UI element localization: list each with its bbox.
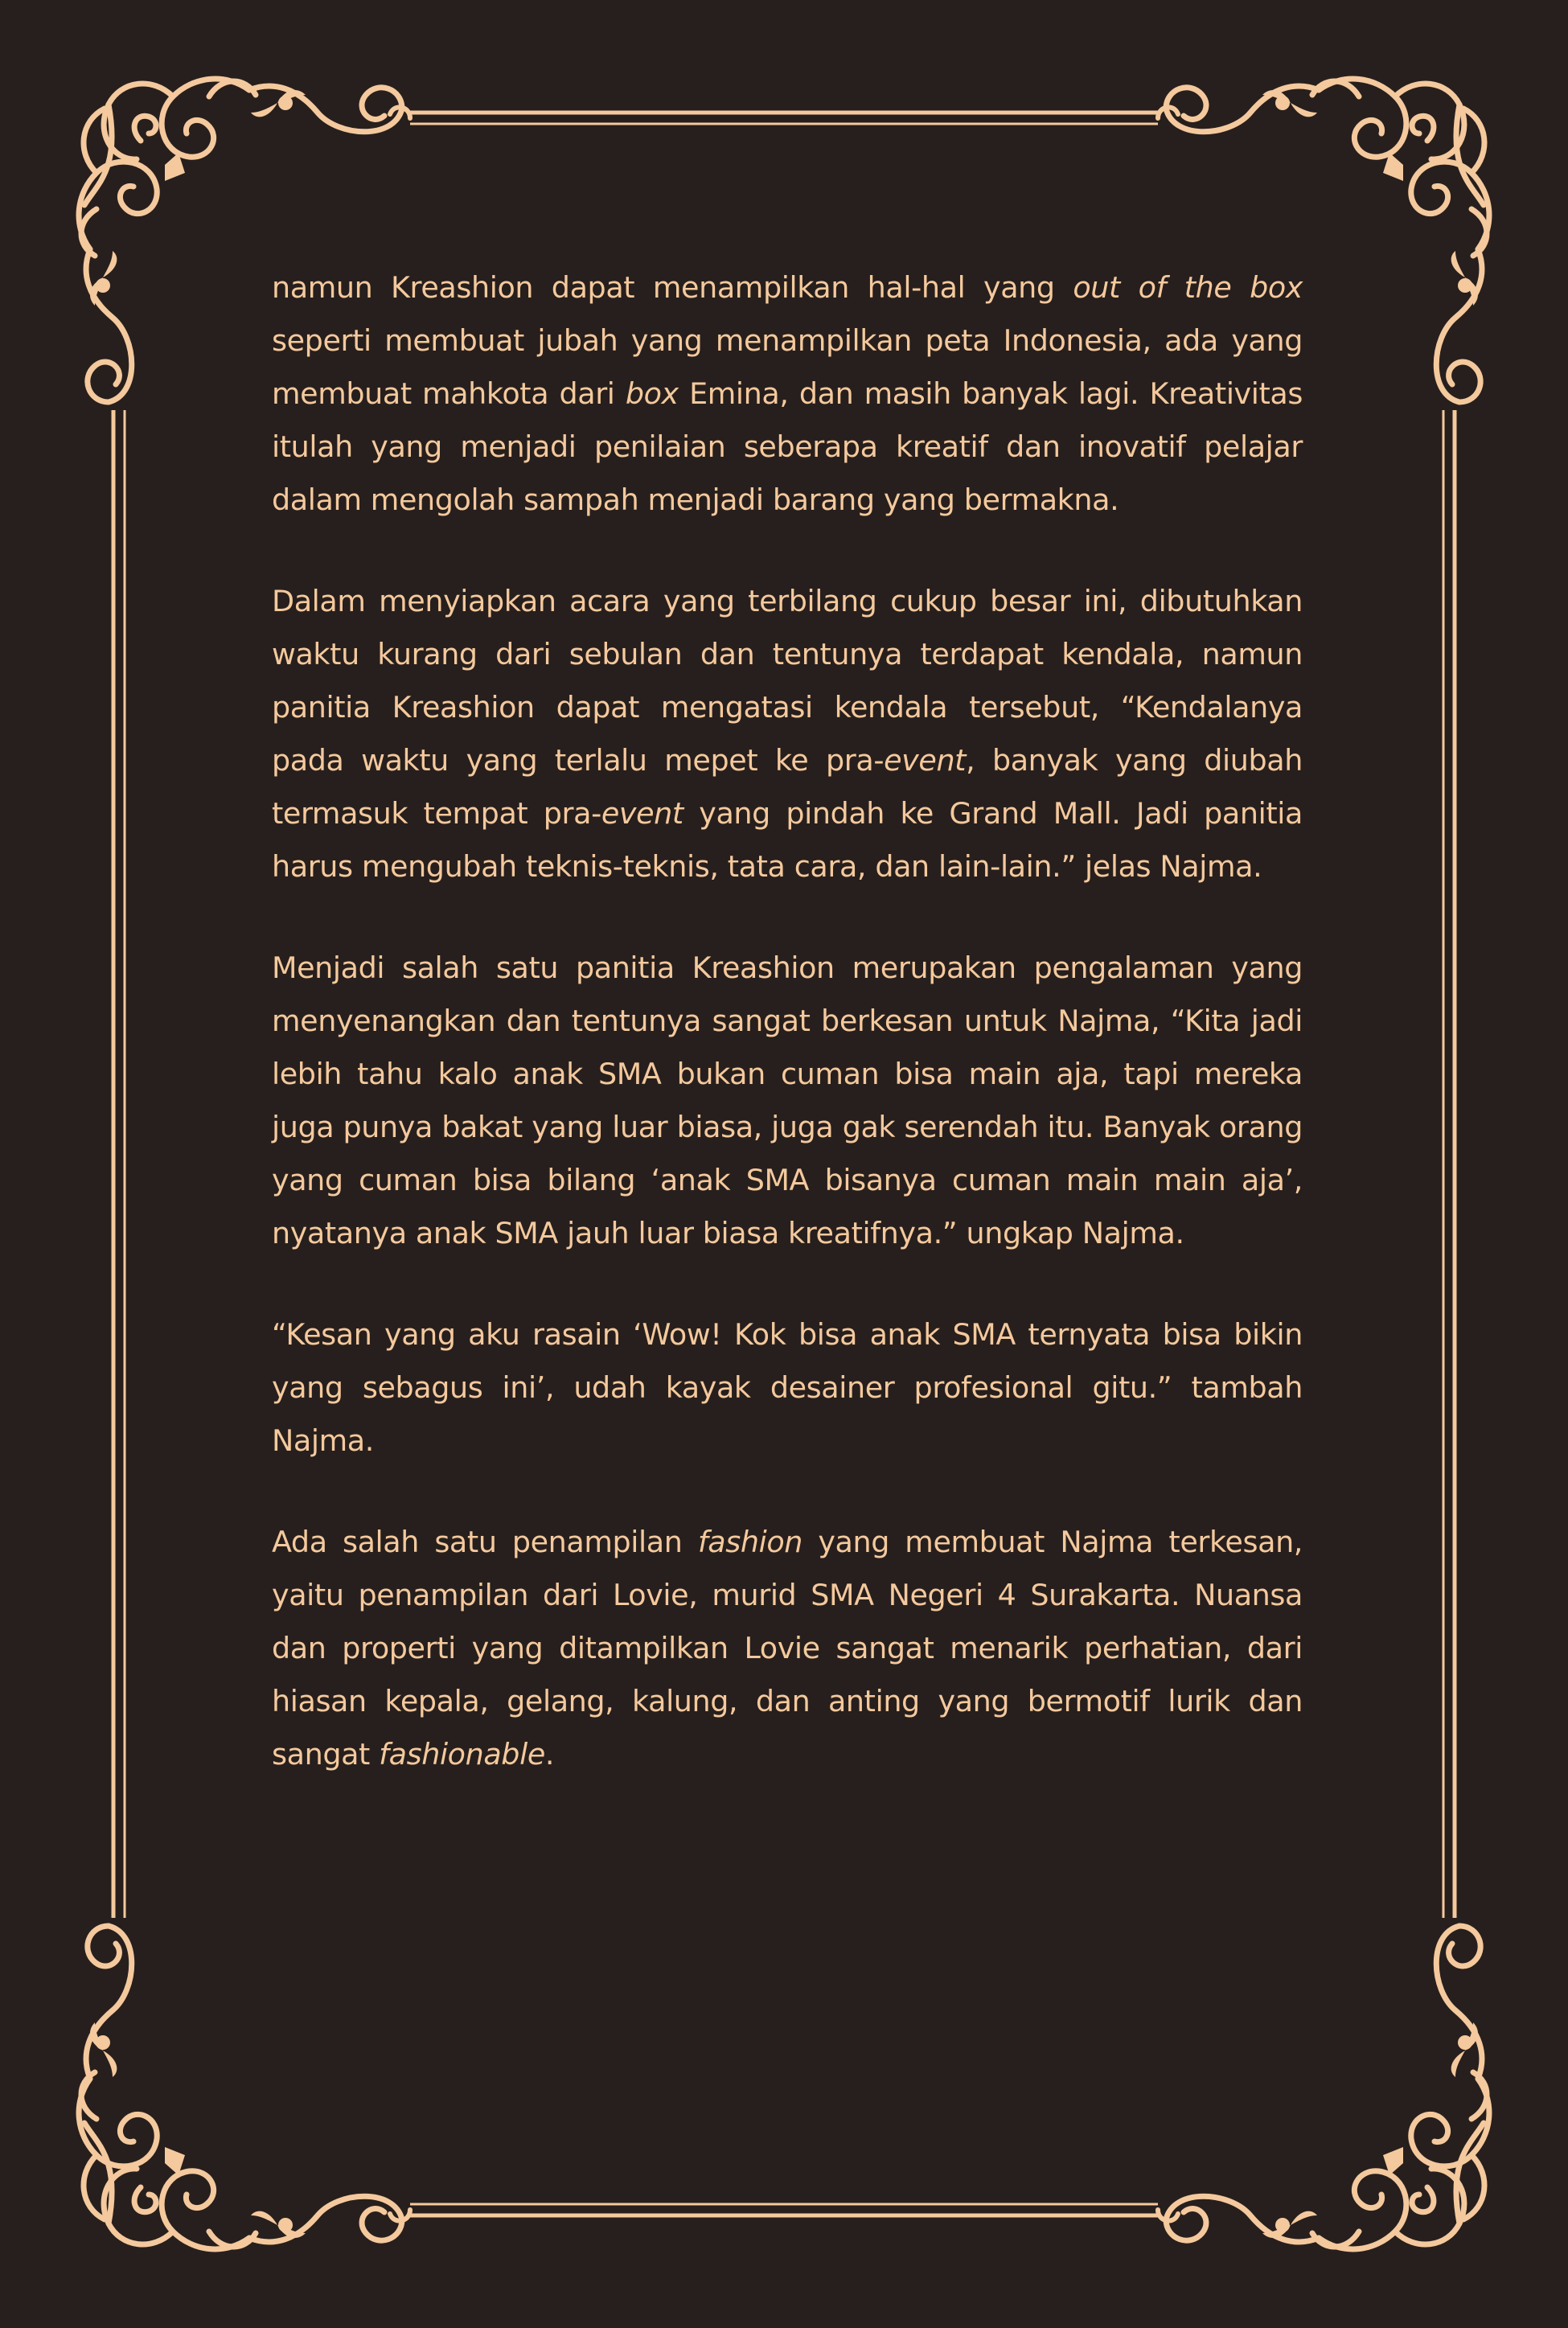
paragraph-text: Emina, dan masih banyak lagi. Kreativitas itulah yang menjadi penilaian seberapa kreatif dan inovatif pelajar dalam mengolah sampah menjadi barang yang bermakna. (272, 376, 1303, 517)
paragraph-2 (272, 575, 1303, 893)
paragraph-text: seperti membuat jubah yang menampilkan peta Indonesia, ada yang membuat mahkota dari (272, 323, 1303, 411)
article-body (272, 261, 1303, 1781)
italic-term: fashionable (379, 1737, 545, 1772)
paragraph-text: , banyak yang diubah termasuk tempat pra- (272, 743, 1303, 831)
italic-term: event (884, 743, 967, 778)
paragraph-text: Menjadi salah satu panitia Kreashion merupakan pengalaman yang menyenangkan dan tentunya sangat berkesan untuk Najma, “Kita jadi lebih tahu kalo anak SMA bukan cuman bisa main aja, tapi mereka juga punya bakat yang luar biasa, juga gak serendah itu. Banyak orang yang cuman bisa bilang ‘anak SMA bisanya cuman main main aja’, nyatanya anak SMA jauh luar biasa kreatifnya.” ungkap Najma. (272, 950, 1303, 1250)
italic-term: fashion (697, 1525, 802, 1559)
paragraph-5 (272, 1516, 1303, 1781)
italic-term: event (601, 796, 683, 831)
paragraph-text: Ada salah satu penampilan (272, 1525, 698, 1559)
paragraph-text: namun Kreashion dapat menampilkan hal-hal yang (272, 270, 1073, 305)
paragraph-text: yang membuat Najma terkesan, yaitu penampilan dari Lovie, murid SMA Negeri 4 Surakarta. Nuansa dan properti yang ditampilkan Lovie sangat menarik perhatian, dari hiasan kepala, gelang, kalung, dan anting yang bermotif lurik dan sangat (272, 1525, 1303, 1772)
paragraph-text: . (544, 1737, 555, 1772)
paragraph-4 (272, 1308, 1303, 1468)
italic-term: box (625, 376, 679, 411)
paragraph-1 (272, 261, 1303, 527)
corner-ornament-bottom-left (79, 1926, 402, 2249)
paragraph-text: “Kesan yang aku rasain ‘Wow! Kok bisa anak SMA ternyata bisa bikin yang sebagus ini’, udah kayak desainer profesional gitu.” tambah Najma. (272, 1317, 1303, 1458)
paragraph-text: Dalam menyiapkan acara yang terbilang cukup besar ini, dibutuhkan waktu kurang dari sebulan dan tentunya terdapat kendala, namun panitia Kreashion dapat mengatasi kendala tersebut, “Kendalanya pada waktu yang terlalu mepet ke pra- (272, 584, 1303, 778)
paragraph-text: yang pindah ke Grand Mall. Jadi panitia harus mengubah teknis-teknis, tata cara, dan lain-lain.” jelas Najma. (272, 796, 1303, 884)
corner-ornament-bottom-right (1166, 1926, 1489, 2249)
paragraph-3 (272, 942, 1303, 1260)
italic-term: out of the box (1073, 270, 1303, 305)
